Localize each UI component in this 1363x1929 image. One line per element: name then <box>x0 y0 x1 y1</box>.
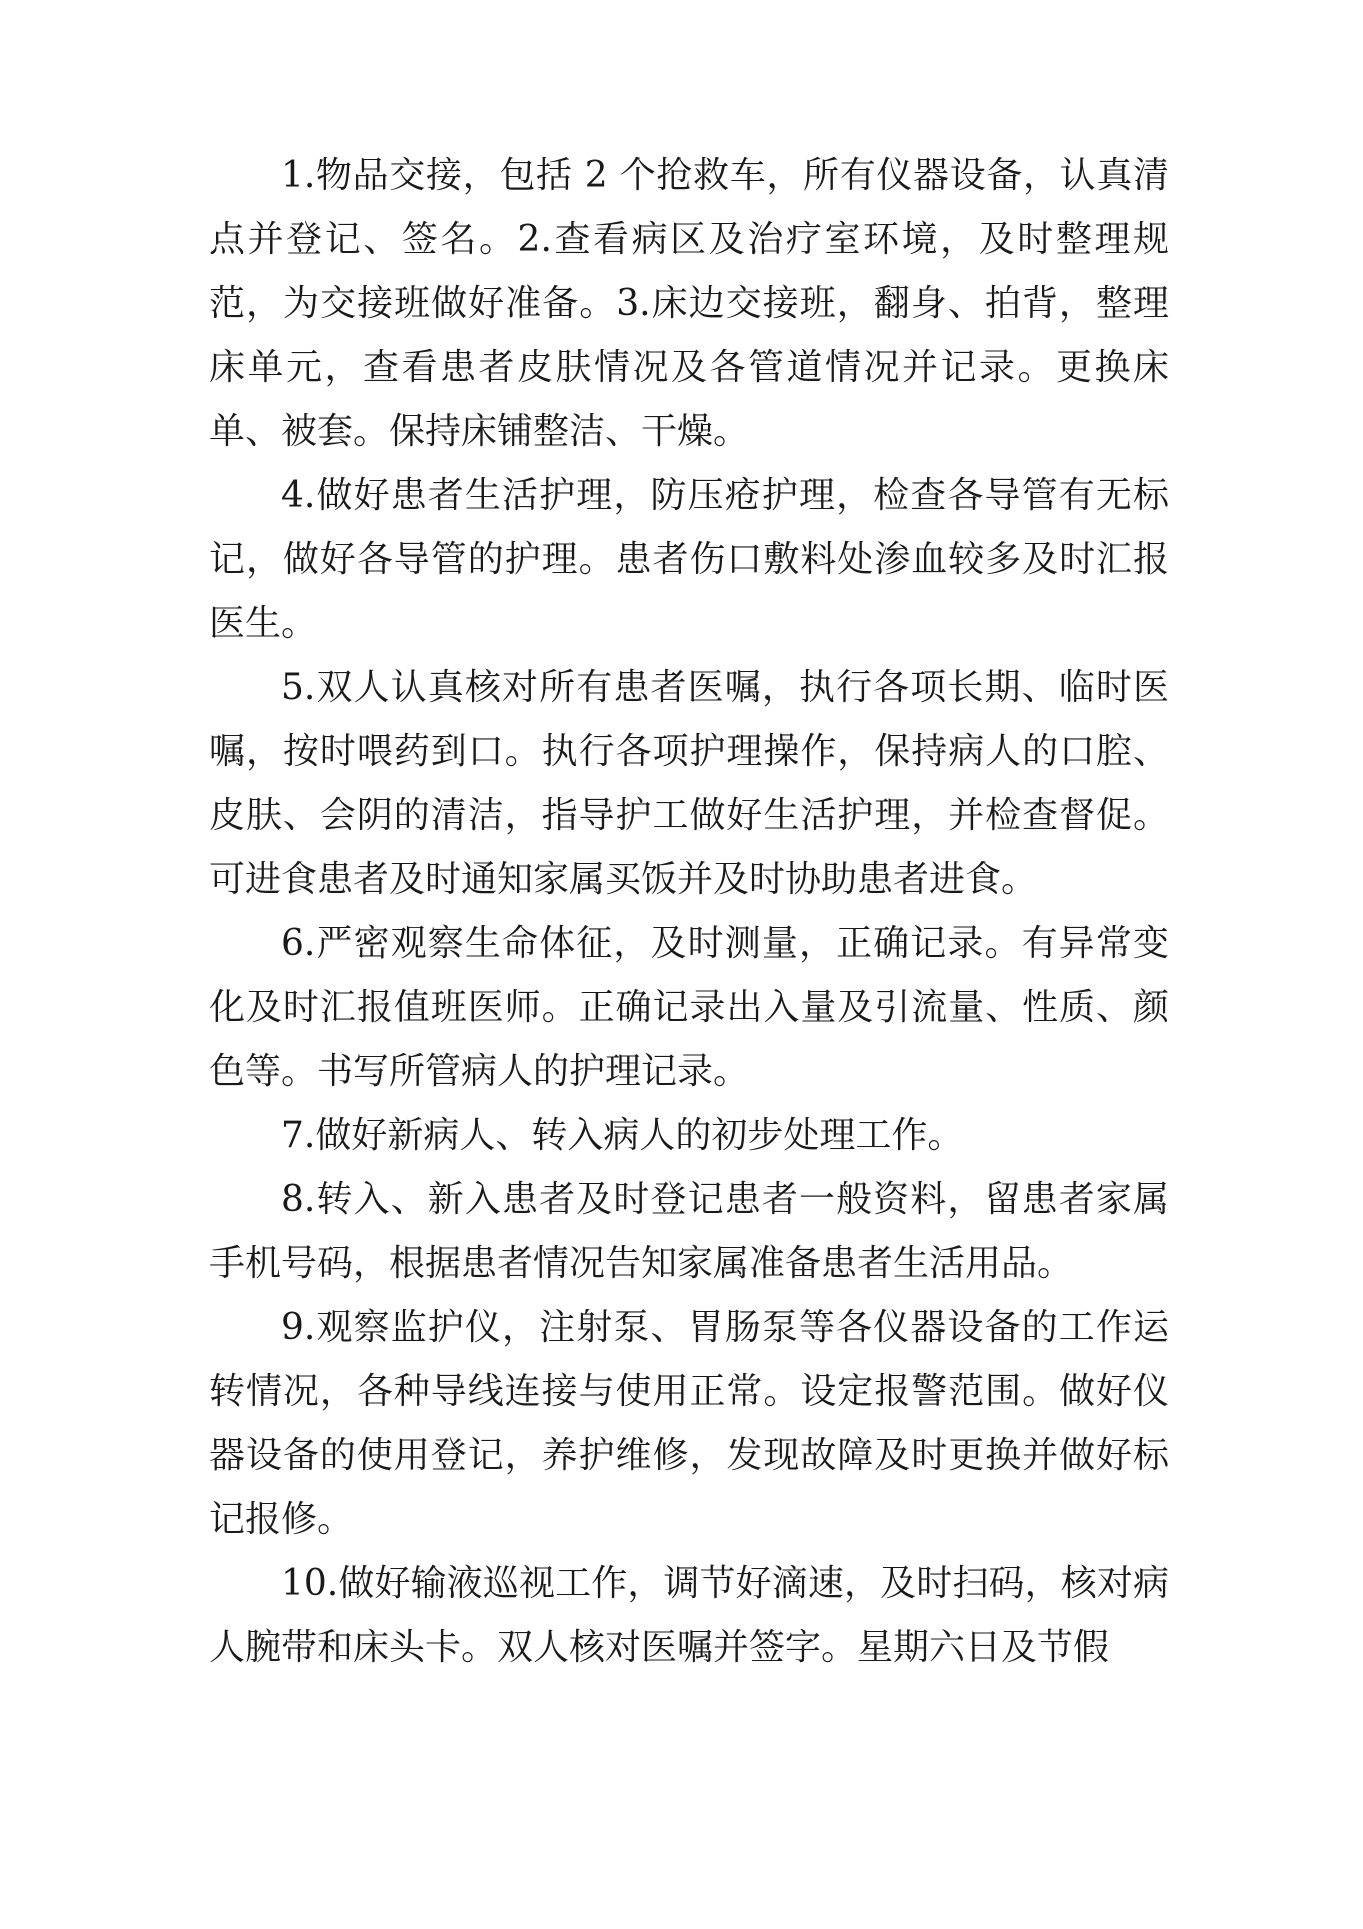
paragraph-6: 8.转入、新入患者及时登记患者一般资料，留患者家属手机号码，根据患者情况告知家属准备患者生活用品。 <box>209 1179 1169 1284</box>
paragraph-3: 5.双人认真核对所有患者医嘱，执行各项长期、临时医嘱，按时喂药到口。执行各项护理操作，保持病人的口腔、皮肤、会阴的清洁，指导护工做好生活护理，并检查督促。可进食患者及时通知家属买饭并及时协助患者进食。 <box>209 667 1169 900</box>
paragraph-2: 4.做好患者生活护理，防压疮护理，检查各导管有无标记，做好各导管的护理。患者伤口敷料处渗血较多及时汇报医生。 <box>209 475 1169 644</box>
paragraph-7: 9.观察监护仪，注射泵、胃肠泵等各仪器设备的工作运转情况，各种导线连接与使用正常。设定报警范围。做好仪器设备的使用登记，养护维修，发现故障及时更换并做好标记报修。 <box>209 1307 1169 1540</box>
paragraph-5: 7.做好新病人、转入病人的初步处理工作。 <box>281 1115 964 1156</box>
document-body <box>209 144 1169 1680</box>
paragraph-4: 6.严密观察生命体征，及时测量，正确记录。有异常变化及时汇报值班医师。正确记录出入量及引流量、性质、颜色等。书写所管病人的护理记录。 <box>209 923 1169 1092</box>
paragraph-8: 10.做好输液巡视工作，调节好滴速，及时扫码，核对病人腕带和床头卡。双人核对医嘱并签字。星期六日及节假 <box>209 1563 1169 1668</box>
paragraph-1: 1.物品交接，包括 2 个抢救车，所有仪器设备，认真清点并登记、签名。2.查看病区及治疗室环境，及时整理规范，为交接班做好准备。3.床边交接班，翻身、拍背，整理床单元，查看患者皮肤情况及各管道情况并记录。更换床单、被套。保持床铺整洁、干燥。 <box>209 155 1169 452</box>
